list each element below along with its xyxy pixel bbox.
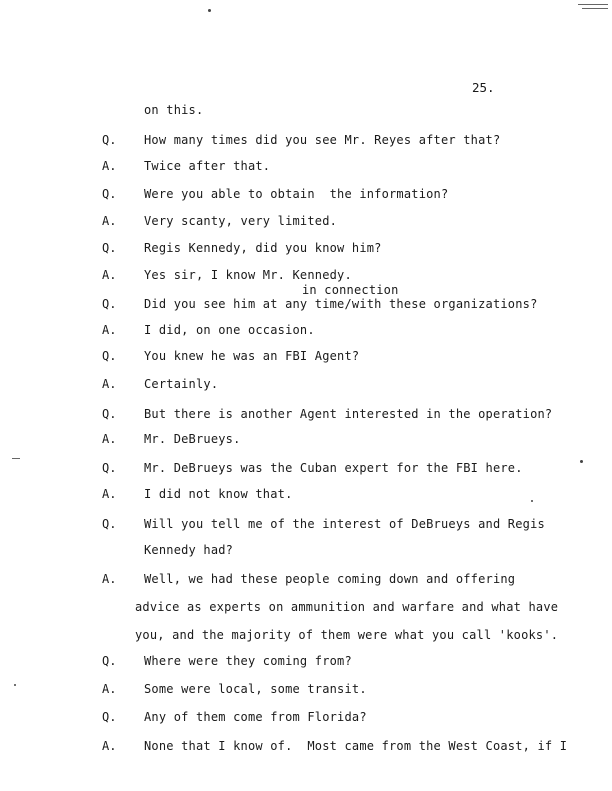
speaker-label: Q. xyxy=(102,297,117,311)
scan-speck xyxy=(580,460,583,463)
speaker-label: Q. xyxy=(102,407,117,421)
transcript-line: Were you able to obtain the information? xyxy=(144,187,449,201)
speaker-label: A. xyxy=(102,572,117,586)
speaker-label: A. xyxy=(102,377,117,391)
transcript-line: Twice after that. xyxy=(144,159,271,173)
transcript-line: Very scanty, very limited. xyxy=(144,214,338,228)
speaker-label: A. xyxy=(102,432,117,446)
speaker-label: A. xyxy=(102,159,117,173)
transcript-line: Yes sir, I know Mr. Kennedy. xyxy=(144,268,352,282)
transcript-line: Some were local, some transit. xyxy=(144,682,367,696)
speaker-label: Q. xyxy=(102,133,117,147)
speaker-label: A. xyxy=(102,487,117,501)
transcript-line: Mr. DeBrueys. xyxy=(144,432,241,446)
transcript-line: Well, we had these people coming down and offering xyxy=(144,572,516,586)
speaker-label: A. xyxy=(102,268,117,282)
scan-speck xyxy=(531,500,533,502)
transcript-line: But there is another Agent interested in the operation? xyxy=(144,407,553,421)
transcript-line: Regis Kennedy, did you know him? xyxy=(144,241,382,255)
speaker-label: Q. xyxy=(102,241,117,255)
transcript-line: How many times did you see Mr. Reyes after that? xyxy=(144,133,501,147)
speaker-label: Q. xyxy=(102,710,117,724)
transcript-line: Kennedy had? xyxy=(144,543,234,557)
transcript-line: You knew he was an FBI Agent? xyxy=(144,349,360,363)
transcript-line: Certainly. xyxy=(144,377,219,391)
speaker-label: A. xyxy=(102,214,117,228)
speaker-label: Q. xyxy=(102,517,117,531)
transcript-line: Did you see him at any time/with these organizations? xyxy=(144,297,538,311)
transcript-line: on this. xyxy=(144,103,204,117)
interlineation-insert: in connection xyxy=(302,283,399,297)
speaker-label: A. xyxy=(102,739,117,753)
transcript-line: I did not know that. xyxy=(144,487,293,501)
speaker-label: A. xyxy=(102,323,117,337)
scan-speck xyxy=(208,9,211,12)
transcript-line: Where were they coming from? xyxy=(144,654,352,668)
transcript-line: Any of them come from Florida? xyxy=(144,710,367,724)
transcript-line: Mr. DeBrueys was the Cuban expert for the FBI here. xyxy=(144,461,523,475)
transcript-line: I did, on one occasion. xyxy=(144,323,315,337)
top-right-corner-mark-2 xyxy=(582,8,608,9)
transcript-line: you, and the majority of them were what you call 'kooks'. xyxy=(135,628,559,642)
speaker-label: Q. xyxy=(102,349,117,363)
transcript-line: None that I know of. Most came from the West Coast, if I xyxy=(144,739,568,753)
top-right-corner-mark xyxy=(578,4,608,5)
page-number: 25. xyxy=(472,80,495,95)
speaker-label: Q. xyxy=(102,461,117,475)
transcript-line: Will you tell me of the interest of DeBrueys and Regis xyxy=(144,517,545,531)
scan-speck xyxy=(14,684,16,686)
transcript-line: advice as experts on ammunition and warfare and what have xyxy=(135,600,559,614)
speaker-label: Q. xyxy=(102,654,117,668)
margin-mark xyxy=(12,458,20,459)
speaker-label: Q. xyxy=(102,187,117,201)
speaker-label: A. xyxy=(102,682,117,696)
